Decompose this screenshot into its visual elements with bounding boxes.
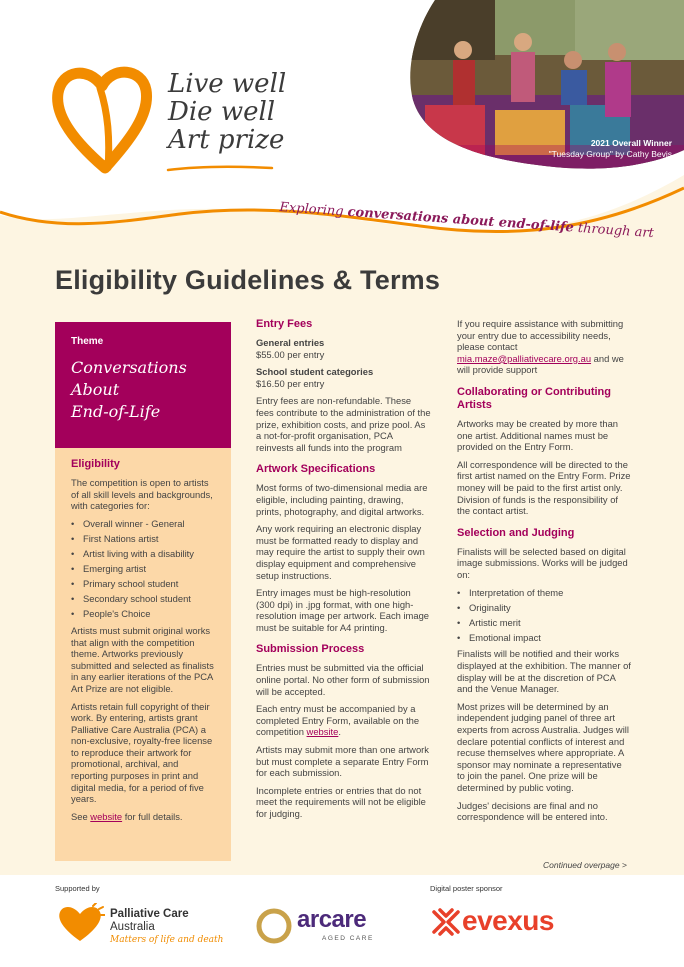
email-link[interactable]: mia.maze@palliativecare.org.au: [457, 352, 592, 364]
see-pre: See: [71, 810, 91, 822]
eligibility-paragraph-1: Artists must submit original works that align with the competition theme. Artworks previously submitted and selected as finalists in any earlier iterations of the PCA Art Prize are not eligible.: [71, 624, 214, 694]
submission-p2-post: .: [338, 726, 341, 738]
selection-paragraph-1: Finalists will be notified and their works displayed at the exhibition. The manner of display will be at the discretion of PCA and the Venue Manager.: [457, 648, 631, 695]
theme-title-line-1: Conversations: [71, 358, 187, 377]
submission-heading: Submission Process: [256, 643, 365, 656]
eligibility-paragraph-2: Artists retain full copyright of their work. By entering, artists grant Palliative Care Australia (PCA) a non-exclusive, royalty-free license to reproduce their artwork for promotional, archival, and reporting purposes in print and digital media, for a period of five years.: [71, 700, 213, 805]
school-entries-label: School student categories: [256, 366, 374, 378]
pca-logo: [110, 908, 223, 946]
artwork-specs-paragraph-3: Entry images must be high-resolution (300 dpi) in .jpg format, with one high-resolution image per artwork. Each image must be suitable for A4 printing.: [256, 587, 429, 633]
general-entries-value: $55.00 per entry: [256, 348, 325, 360]
assistance-paragraph: [457, 318, 632, 376]
theme-box: [55, 322, 231, 448]
evexus-logo: evexus: [462, 905, 554, 936]
digital-sponsor-label: Digital poster sponsor: [430, 884, 503, 893]
continued-overpage: Continued overpage >: [543, 860, 627, 870]
caption-title: 2021 Overall Winner: [590, 138, 672, 148]
right-column: [457, 318, 632, 829]
theme-label: Theme: [71, 336, 104, 347]
page-title: Eligibility Guidelines & Terms: [55, 265, 441, 295]
see-post: for full details.: [122, 810, 183, 822]
sponsors-footer: [0, 875, 684, 967]
tagline-part-3: through art: [573, 220, 655, 242]
pca-name: Palliative Care: [110, 908, 189, 920]
artwork-specs-heading: Artwork Specifications: [256, 463, 376, 476]
list-item: • Emotional impact: [457, 632, 632, 644]
list-item: • Artistic merit: [457, 617, 632, 629]
pca-heart-icon: [55, 903, 105, 945]
middle-column: [256, 318, 431, 826]
supported-by-label: Supported by: [55, 884, 100, 893]
eligibility-heading: Eligibility: [71, 458, 120, 470]
tagline-part-2: conversations about end-of-life: [347, 204, 575, 236]
list-item: • First Nations artist: [71, 533, 215, 545]
collaborating-paragraph-2: All correspondence will be directed to the first artist named on the Entry Form. Prize money will be paid to the first artist only. Division of funds is the responsibility of the contact artist.: [457, 458, 631, 517]
list-item: • Secondary school student: [71, 593, 215, 605]
list-item: • Artist living with a disability: [71, 548, 215, 560]
entry-fees-heading: Entry Fees: [256, 318, 313, 330]
evexus-mark-icon: [432, 908, 460, 936]
selection-heading: Selection and Judging: [457, 526, 575, 539]
arcare-logo: arcare: [297, 906, 367, 933]
collaborating-heading: Collaborating or Contributing Artists: [457, 385, 611, 411]
submission-paragraph-4: Incomplete entries or entries that do not meet the requirements will not be eligible for judging.: [256, 784, 426, 819]
eligibility-box: [55, 448, 231, 861]
artwork-specs-paragraph-1: Most forms of two-dimensional media are eligible, including painting, drawing, prints, photography, and digital artworks.: [256, 482, 428, 517]
logo-line-1: Live well: [168, 69, 287, 99]
school-entries-value: $16.50 per entry: [256, 377, 325, 389]
website-link[interactable]: website: [306, 726, 339, 738]
arcare-sub: AGED CARE: [322, 935, 374, 942]
submission-paragraph-2: [256, 703, 431, 738]
assistance-post: and we will provide support: [457, 352, 624, 376]
list-item: • Interpretation of theme: [457, 587, 632, 599]
list-item: • Overall winner - General: [71, 518, 215, 530]
criteria-list: [457, 587, 632, 644]
arcare-ring-icon: [255, 907, 293, 945]
submission-paragraph-1: Entries must be submitted via the official online portal. No other form of submission will be accepted.: [256, 662, 430, 697]
selection-paragraph-3: Judges' decisions are final and no correspondence will be entered into.: [457, 799, 608, 823]
logo-line-3: Art prize: [168, 125, 285, 155]
tagline-part-1: Exploring: [278, 200, 349, 220]
list-item: • Primary school student: [71, 578, 215, 590]
see-website-line: [71, 811, 215, 823]
category-list: [71, 518, 215, 620]
collaborating-paragraph-1: Artworks may be created by more than one artist. Additional names must be provided on the Entry Form.: [457, 417, 619, 453]
entry-fees-note: Entry fees are non-refundable. These fees contribute to the administration of the prize, exhibition costs, and prize pool. As a not-for-profit organisation, PCA reinvests all funds into the program: [256, 395, 431, 453]
theme-title-line-2: About: [71, 380, 120, 399]
list-item: • Originality: [457, 602, 632, 614]
website-link[interactable]: website: [90, 810, 123, 822]
logo-wordmark: [168, 70, 286, 154]
theme-title: [71, 357, 215, 423]
artwork-specs-paragraph-2: Any work requiring an electronic display must be formatted ready to display and may require the artist to supply their own display equipment and comprehensive setup instructions.: [256, 523, 425, 581]
submission-paragraph-3: Artists may submit more than one artwork but must complete a separate Entry Form for each submission.: [256, 744, 429, 779]
caption-subtitle: "Tuesday Group" by Cathy Bevis: [548, 149, 672, 159]
pca-sub: Australia: [110, 921, 155, 933]
pca-tagline: Matters of life and death: [110, 935, 224, 945]
selection-intro: Finalists will be selected based on digital image submissions. Works will be judged on:: [457, 545, 628, 580]
list-item: • People's Choice: [71, 608, 215, 620]
submission-p2-pre: Each entry must be accompanied by a completed Entry Form, available on the competition: [256, 703, 420, 738]
selection-paragraph-2: Most prizes will be determined by an independent judging panel of three art experts from across Australia. Judges will declare potential conflicts of interest and recuse themselves where appropriate. A sponsor may nominate a representative to join the panel. One prize will be determined by public voting.: [457, 700, 629, 793]
general-entries-label: General entries: [256, 337, 325, 348]
assistance-pre: If you require assistance with submitting your entry due to accessibility needs, please contact: [457, 318, 624, 353]
left-column: [55, 322, 231, 861]
logo-line-2: Die well: [168, 97, 276, 127]
eligibility-intro: The competition is open to artists of all skill levels and backgrounds, with categories for:: [71, 477, 213, 512]
painting-caption: [549, 138, 672, 160]
list-item: • Emerging artist: [71, 563, 215, 575]
theme-title-line-3: End-of-Life: [71, 402, 161, 421]
